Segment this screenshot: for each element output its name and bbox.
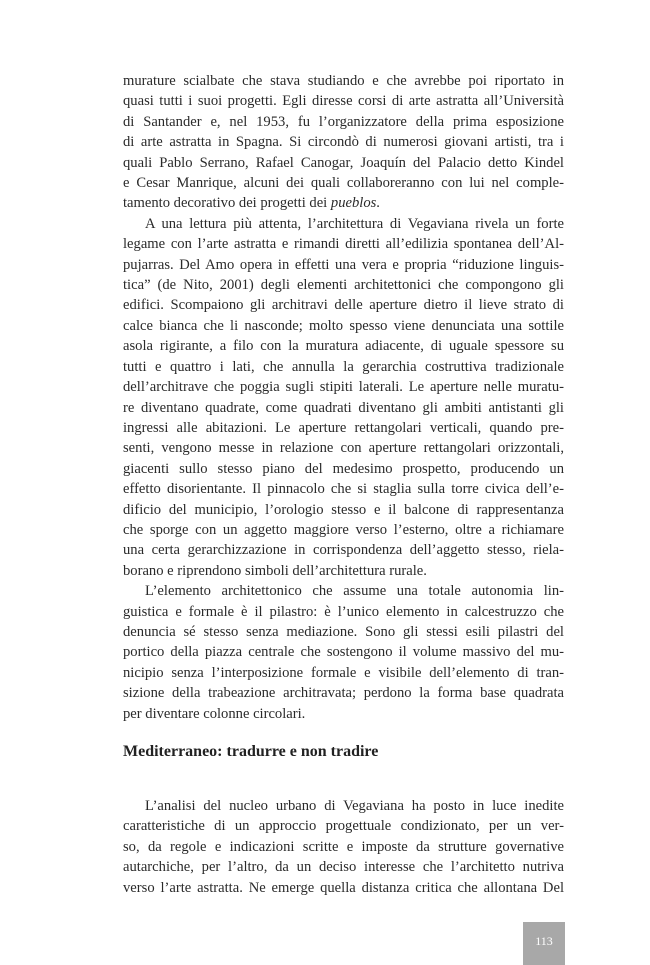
text-line: denuncia sé stesso senza mediazione. Sono gli stessi esili pilastri del <box>123 623 564 640</box>
text-line: asola rigirante, a filo con la muratura adiacente, di uguale spessore su <box>123 338 564 355</box>
text-line: borano e riprendono simboli dell’architettura rurale. <box>123 562 427 579</box>
text-line: caratteristiche di un approccio progettuale condizionato, per un ver- <box>123 818 564 835</box>
text-line: una certa gerarchizzazione in corrispondenza dell’aggetto stesso, riela- <box>123 542 564 559</box>
text-line: legame con l’arte astratta e rimandi diretti all’edilizia spontanea dell’Al- <box>123 236 564 253</box>
text-line: di Santander e, nel 1953, fu l’organizzatore della prima esposizione <box>123 113 564 130</box>
text-line: L’analisi del nucleo urbano di Vegaviana ha posto in luce inedite <box>145 798 564 814</box>
paragraph-3 <box>123 581 564 724</box>
text-line: murature scialbate che stava studiando e che avrebbe poi riportato in <box>123 73 564 89</box>
text-line: tica” (de Nito, 2001) degli elementi architettonici che compongono gli <box>123 277 564 294</box>
text-line: guistica e formale è il pilastro: è l’unico elemento in calcestruzzo che <box>123 603 564 620</box>
text-line: dificio del municipio, l’orologio stesso e il balcone di rappresentanza <box>123 501 564 518</box>
text-line: ingressi alle abitazioni. Le aperture rettangolari verticali, quando pre- <box>123 419 564 436</box>
text-line: di arte astratta in Spagna. Si circondò di numerosi giovani artisti, tra i <box>123 134 564 151</box>
text-fragment: . <box>376 195 380 212</box>
text-line: A una lettura più attenta, l’architettura di Vegaviana rivela un forte <box>145 215 564 232</box>
text-line: verso l’arte astratta. Ne emerge quella distanza critica che allontana Del <box>123 879 564 896</box>
text-line: re diventano quadrate, come quadrati diventano gli ambiti antistanti gli <box>123 399 564 416</box>
text-line: quasi tutti i suoi progetti. Egli diresse corsi di arte astratta all’Università <box>123 93 564 110</box>
text-line <box>123 193 564 213</box>
italic-term: pueblos <box>330 195 377 212</box>
page-number-box <box>523 922 565 965</box>
text-line: L’elemento architettonico che assume una totale autonomia lin- <box>145 583 564 600</box>
text-line: effetto disorientante. Il pinnacolo che si staglia sulla torre civica dell’e- <box>123 481 564 498</box>
text-line: per diventare colonne circolari. <box>123 705 306 722</box>
section-heading: Mediterraneo: tradurre e non tradire <box>123 743 379 760</box>
text-line: e Cesar Manrique, alcuni dei quali collaboreranno con lui nel comple- <box>123 175 564 192</box>
text-line: giacenti sullo stesso piano del medesimo prospetto, producendo un <box>123 460 564 477</box>
paragraph-2 <box>123 214 564 581</box>
text-line: portico della piazza centrale che sostengono il volume massivo del mu- <box>123 644 564 661</box>
text-line: quali Pablo Serrano, Rafael Canogar, Joaquín del Palacio detto Kindel <box>123 154 564 171</box>
paragraph-4 <box>123 796 564 898</box>
text-line: pujarras. Del Amo opera in effetti una vera e propria “riduzione linguis- <box>123 256 564 273</box>
text-fragment: tamento decorativo dei progetti dei <box>123 195 331 212</box>
text-line: autarchiche, per l’altro, da un deciso interesse che l’architetto nutriva <box>123 859 564 876</box>
text-line: nicipio senza l’interposizione formale e visibile dell’elemento di tran- <box>123 664 564 681</box>
text-line: so, da regole e indicazioni scritte e imposte da strutture governative <box>123 838 564 855</box>
page-number: 113 <box>535 934 553 948</box>
text-line: tutti e quattro i lati, che annulla la gerarchia costruttiva tradizionale <box>123 358 564 375</box>
paragraph-1 <box>123 71 564 214</box>
text-line: dell’architrave che poggia sugli stipiti laterali. Le aperture nelle muratu- <box>123 379 564 396</box>
text-line: che sporge con un aggetto maggiore verso l’esterno, oltre a richiamare <box>123 521 564 538</box>
text-line: edifici. Scompaiono gli architravi delle aperture dietro il lieve strato di <box>123 297 564 314</box>
text-line: senti, vengono messe in relazione con aperture rettangolari orizzontali, <box>123 440 564 457</box>
text-line: sizione della trabeazione architravata; perdono la forma base quadrata <box>123 685 564 702</box>
text-line: calce bianca che li nasconde; molto spesso viene denunciata una sottile <box>123 317 564 334</box>
body-text-bottom <box>123 796 564 898</box>
body-text-top <box>123 71 564 724</box>
